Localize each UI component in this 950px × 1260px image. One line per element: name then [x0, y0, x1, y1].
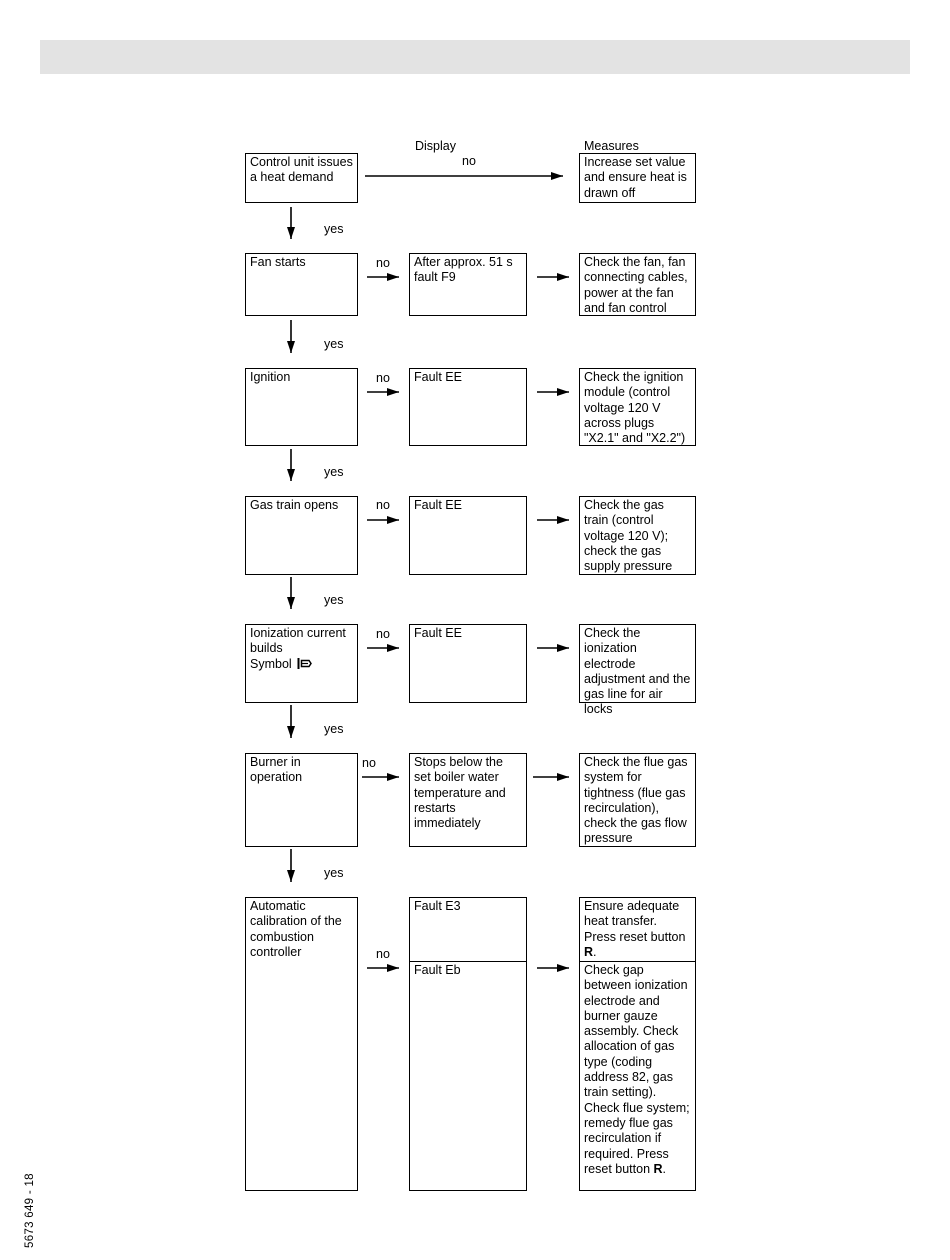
measure-e3-text: Ensure adequate heat transfer. Press reset button	[584, 899, 686, 944]
no-label: no	[462, 154, 476, 168]
measure-text: Check the flue gas system for tightness (flue gas recirculation), check the gas flow pressure	[584, 755, 688, 846]
measures-column-heading: Measures	[584, 139, 639, 153]
no-label: no	[376, 627, 390, 641]
measure-text: Check the fan, fan connecting cables, power at the fan and fan control	[584, 255, 688, 315]
symbol-label: Symbol	[250, 656, 292, 671]
no-label: no	[362, 756, 376, 770]
display-column-heading: Display	[415, 139, 456, 153]
measure-text: Check the ionization electrode adjustment and the gas line for air locks	[584, 626, 691, 717]
document-code: 5673 649 - 18	[24, 1173, 36, 1248]
reset-key-r: R	[584, 944, 594, 959]
display-text: Stops below the set boiler water temperature and restarts immediately	[414, 755, 506, 831]
reset-key-r: R	[653, 1161, 663, 1176]
yes-label: yes	[324, 465, 344, 479]
display-fault-e3: Fault E3	[414, 899, 461, 913]
measure-text: Increase set value and ensure heat is drawn off	[584, 155, 687, 200]
yes-label: yes	[324, 593, 344, 607]
condition-text: Automatic calibration of the combustion controller	[250, 899, 342, 959]
condition-text: Ignition	[250, 370, 291, 384]
yes-label: yes	[324, 866, 344, 880]
yes-label: yes	[324, 222, 344, 236]
condition-text: Control unit issues a heat demand	[250, 155, 353, 185]
display-text: Fault EE	[414, 370, 462, 384]
condition-text: Burner in operation	[250, 755, 303, 785]
display-text: Fault EE	[414, 626, 462, 640]
no-label: no	[376, 371, 390, 385]
no-label: no	[376, 256, 390, 270]
no-label: no	[376, 498, 390, 512]
display-text: After approx. 51 s fault F9	[414, 255, 513, 285]
display-text: Fault EE	[414, 498, 462, 512]
condition-text: Gas train opens	[250, 498, 339, 512]
yes-label: yes	[324, 722, 344, 736]
display-fault-eb: Fault Eb	[410, 961, 526, 979]
measure-eb-text: Check gap between ionization electrode and burner gauze assembly. Check allocation of gas type (coding address 82, gas train setting). Check flue system; remedy flue gas recirculation if required. Press reset button	[584, 963, 690, 1176]
yes-label: yes	[324, 337, 344, 351]
condition-text: Fan starts	[250, 255, 306, 269]
measure-eb: Check gap between ionization electrode and burner gauze assembly. Check allocation of gas type (coding address 82, gas train setting). Check flue system; remedy flue gas recirculation if required. Press reset button R.	[580, 961, 695, 1178]
measure-e3: Ensure adequate heat transfer. Press reset button R.	[584, 899, 686, 959]
no-label: no	[376, 947, 390, 961]
condition-text: Ionization current builds	[250, 626, 346, 656]
measure-text: Check the gas train (control voltage 120 V); check the gas supply pressure	[584, 498, 673, 574]
measure-text: Check the ignition module (control voltage 120 V across plugs "X2.1" and "X2.2")	[584, 370, 686, 446]
